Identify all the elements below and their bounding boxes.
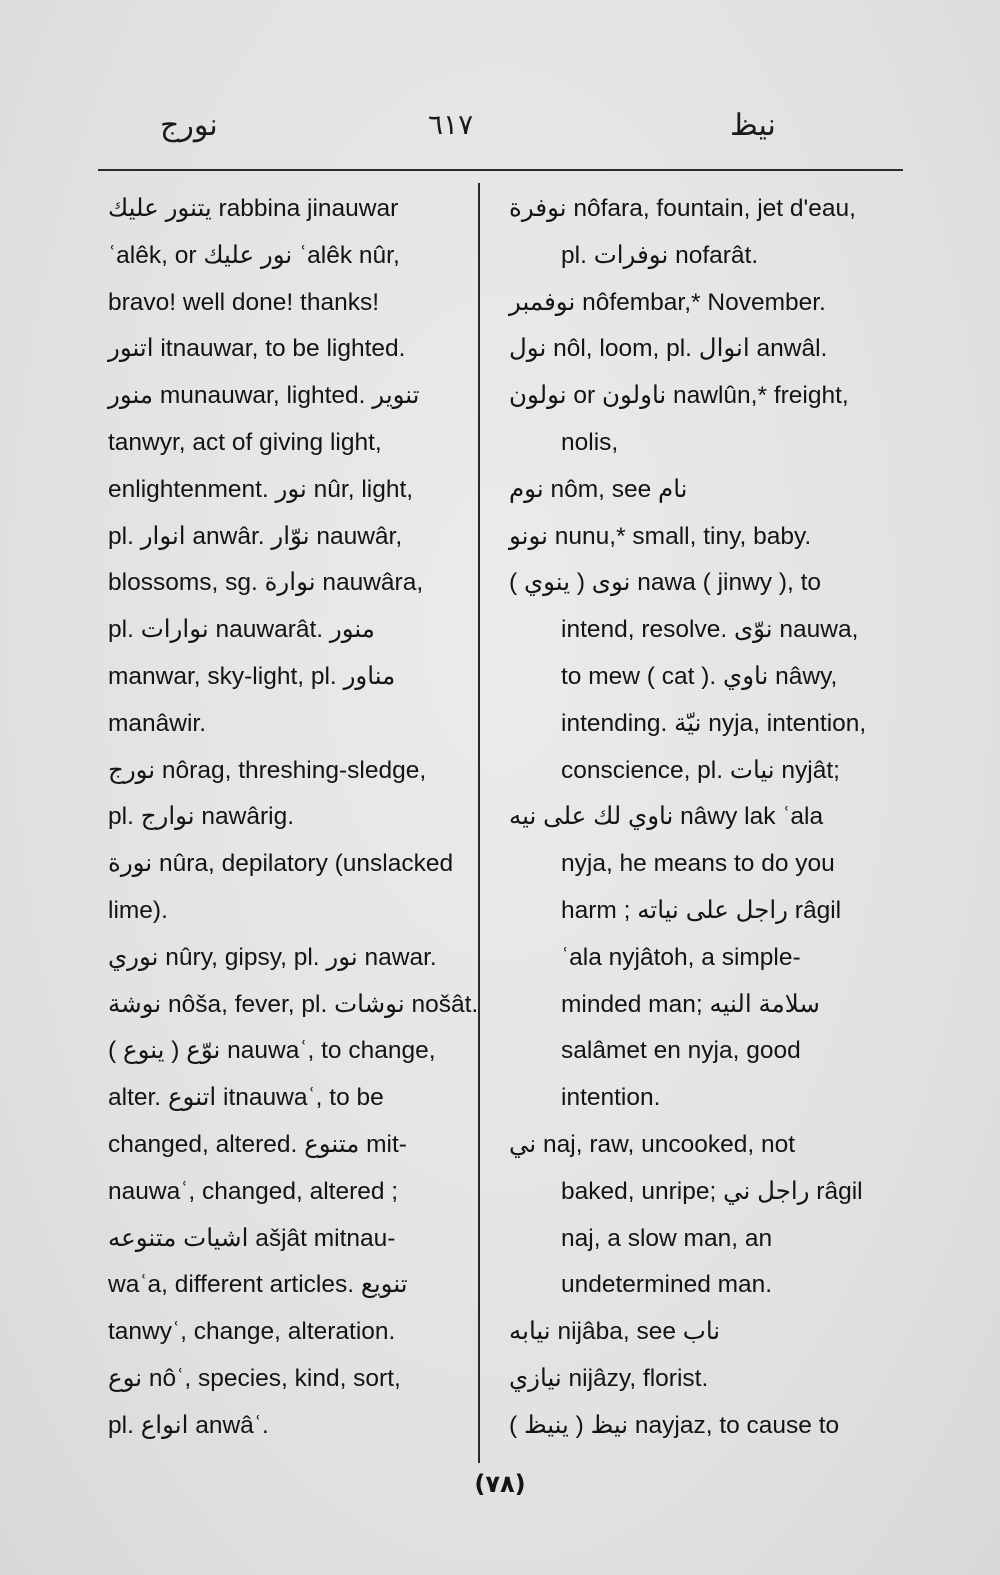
right-entry-line: to mew ( cat ). ناوي nâwy, — [561, 662, 838, 690]
left-entry-line: pl. انواع anwâʿ. — [108, 1411, 269, 1439]
left-entry-line: manwar, sky-light, pl. مناور — [108, 662, 396, 690]
right-entry-line: pl. نوفرات nofarât. — [561, 241, 759, 269]
left-entry-line: waʿa, different articles. تنويع — [108, 1271, 408, 1299]
left-entry-line: manâwir. — [108, 709, 207, 737]
right-entry-line: baked, unripe; راجل ني râgil — [561, 1177, 863, 1205]
right-entry-line: intend, resolve. نوّى nauwa, — [561, 616, 859, 644]
right-entry-line: intending. نيّة nyja, intention, — [561, 709, 867, 737]
right-entry-line: نوفرة nôfara, fountain, jet d'eau, — [509, 195, 856, 222]
left-entry-line: يتنور عليك rabbina jinauwar — [108, 195, 399, 222]
right-entry-line: نولون or ناولون nawlûn,* freight, — [509, 382, 849, 410]
left-entry-line: نوشة nôša, fever, pl. نوشات nošât. — [108, 990, 479, 1018]
right-entry-line: نونو nunu,* small, tiny, baby. — [509, 522, 812, 550]
right-entry-line: minded man; سلامة النيه — [561, 990, 820, 1018]
signature-mark: (٧٨) — [474, 1470, 526, 1498]
header-right-catchword: نيظ — [730, 108, 776, 143]
left-entry-line: منور munauwar, lighted. تنوير — [108, 382, 420, 410]
right-entry-line: naj, a slow man, an — [561, 1224, 773, 1252]
right-entry-line: ناوي لك على نيه nâwy lak ʿala — [509, 803, 824, 831]
left-entry-line: lime). — [108, 896, 168, 924]
right-entry-line: undetermined man. — [561, 1271, 773, 1299]
right-entry-line: نوم nôm, see نام — [509, 475, 688, 503]
left-entry-line: bravo! well done! thanks! — [108, 288, 380, 316]
left-entry-line: nauwaʿ, changed, altered ; — [108, 1177, 399, 1205]
left-entry-line: نوري nûry, gipsy, pl. نور nawar. — [108, 943, 437, 971]
right-entry-line: نيابه nijâba, see ناب — [509, 1318, 721, 1346]
right-entry-line: نيظ ( ينيظ ) nayjaz, to cause to — [509, 1411, 840, 1439]
left-entry-line: نورة nûra, depilatory (unslacked — [108, 850, 454, 878]
left-column — [108, 186, 479, 1450]
left-entry-line: ʿalêk, or نور عليك ʿalêk nûr, — [108, 241, 400, 269]
left-entry-line: اتنور itnauwar, to be lighted. — [108, 335, 406, 363]
header-left-catchword: نورج — [160, 108, 218, 143]
left-entry-line: pl. نوارات nauwarât. منور — [108, 616, 375, 644]
right-entry-line: intention. — [561, 1084, 661, 1112]
right-entry-line: نول nôl, loom, pl. انوال anwâl. — [509, 335, 828, 363]
page-number: ٦١٧ — [428, 108, 474, 141]
left-entry-line: نورج nôrag, threshing-sledge, — [108, 756, 427, 784]
left-entry-line: blossoms, sg. نوارة nauwâra, — [108, 569, 424, 597]
column-divider — [478, 183, 480, 1463]
right-entry-line: nolis, — [561, 428, 619, 456]
left-entry-line: اشيات متنوعه ašjât mitnau- — [108, 1224, 396, 1252]
right-entry-line: نيازي nijâzy, florist. — [509, 1364, 709, 1392]
right-entry-line: نوى ( ينوي ) nawa ( jinwy ), to — [509, 569, 822, 597]
right-entry-line: نوفمبر nôfembar,* November. — [509, 288, 826, 316]
left-entry-line: pl. انوار anwâr. نوّار nauwâr, — [108, 522, 403, 550]
left-entry-line: enlightenment. نور nûr, light, — [108, 475, 414, 503]
header-rule — [98, 169, 903, 171]
left-entry-line: changed, altered. متنوع mit- — [108, 1130, 407, 1158]
right-entry-line: ني naj, raw, uncooked, not — [509, 1130, 796, 1158]
right-entry-line: salâmet en nyja, good — [561, 1037, 801, 1065]
left-entry-line: نوّع ( ينوع ) nauwaʿ, to change, — [108, 1037, 436, 1065]
left-entry-line: alter. اتنوع itnauwaʿ, to be — [108, 1084, 384, 1112]
right-entry-line: harm ; راجل على نياته râgil — [561, 896, 842, 924]
right-entry-line: conscience, pl. نيات nyjât; — [561, 756, 840, 784]
left-entry-line: tanwyr, act of giving light, — [108, 428, 382, 456]
right-entry-line: nyja, he means to do you — [561, 850, 835, 878]
right-entry-line: ʿala nyjâtoh, a simple- — [561, 943, 801, 971]
left-entry-line: pl. نوارج nawârig. — [108, 803, 295, 831]
left-entry-line: نوع nôʿ, species, kind, sort, — [108, 1364, 401, 1392]
right-column — [505, 186, 910, 1450]
left-entry-line: tanwyʿ, change, alteration. — [108, 1318, 396, 1346]
